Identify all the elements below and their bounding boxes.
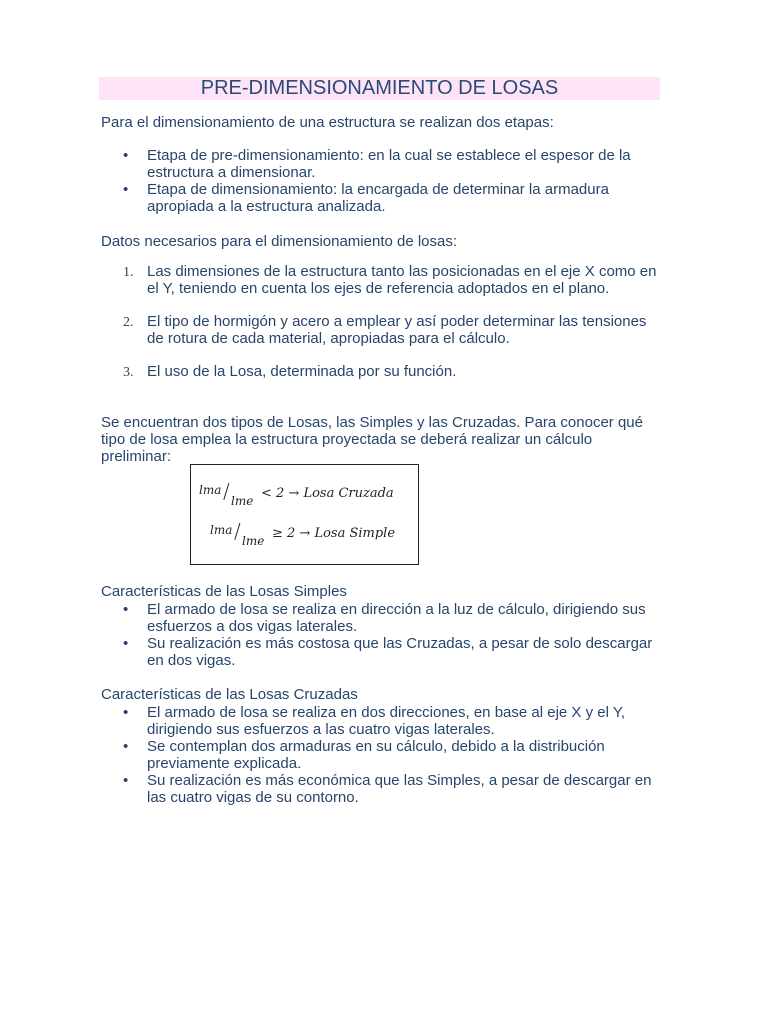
list-item-text: Su realización es más costosa que las Cruzadas, a pesar de solo descargar en dos vigas. [147,635,653,669]
etapas-list [101,147,661,215]
list-item-text: Las dimensiones de la estructura tanto las posicionadas en el eje X como en el Y, teniendo en cuenta los ejes de referencia adoptados en el plano. [147,263,657,297]
list-number: 1. [123,265,134,280]
intro-paragraph: Para el dimensionamiento de una estructura se realizan dos etapas: [101,114,554,131]
formula-numerator: lma [210,523,233,537]
bullet-icon: • [123,704,129,721]
list-item [101,601,661,635]
list-item-text: El uso de la Losa, determinada por su función. [147,363,457,380]
cruzadas-list [101,704,661,806]
cruzadas-heading: Características de las Losas Cruzadas [101,686,358,703]
list-item-text: Etapa de pre-dimensionamiento: en la cual se establece el espesor de la estructura a dimensionar. [147,147,631,181]
formula-denominator: lme [242,534,265,548]
list-item-text: Su realización es más económica que las Simples, a pesar de descargar en las cuatro vigas de su contorno. [147,772,652,806]
list-item [101,263,661,297]
bullet-icon: • [123,772,129,789]
simples-heading: Características de las Losas Simples [101,583,347,600]
bullet-icon: • [123,635,129,652]
list-number: 2. [123,315,134,330]
list-item-text: El tipo de hormigón y acero a emplear y así poder determinar las tensiones de rotura de cada material, apropiadas para el cálculo. [147,313,647,347]
formula-box [190,464,419,565]
bullet-icon: • [123,147,129,164]
list-item [101,704,661,738]
list-item-text: Etapa de dimensionamiento: la encargada de determinar la armadura apropiada a la estructura analizada. [147,181,609,215]
list-item [101,147,661,181]
simples-list [101,601,661,669]
formula-result: < 2 → Losa Cruzada [261,486,394,501]
list-item-text: Se contemplan dos armaduras en su cálculo, debido a la distribución previamente explicada. [147,738,605,772]
list-item [101,738,661,772]
datos-heading: Datos necesarios para el dimensionamiento de losas: [101,233,458,250]
page-title: PRE-DIMENSIONAMIENTO DE LOSAS [99,77,660,100]
formula-slash: / [223,479,230,503]
formula-denominator: lme [231,494,254,508]
datos-list [101,263,661,380]
list-item [101,181,661,215]
formula-numerator: lma [199,483,222,497]
bullet-icon: • [123,601,129,618]
list-item [101,363,661,380]
list-item [101,635,661,669]
tipos-paragraph: Se encuentran dos tipos de Losas, las Simples y las Cruzadas. Para conocer qué tipo de losa emplea la estructura proyectada se deberá realizar un cálculo preliminar: [101,414,643,465]
formula-slash: / [234,519,241,543]
list-item [101,313,661,347]
list-number: 3. [123,365,134,380]
bullet-icon: • [123,181,129,198]
list-item-text: El armado de losa se realiza en dos direcciones, en base al eje X y el Y, dirigiendo sus esfuerzos a las cuatro vigas laterales. [147,704,626,738]
formula-result: ≥ 2 → Losa Simple [272,526,396,541]
bullet-icon: • [123,738,129,755]
list-item [101,772,661,806]
list-item-text: El armado de losa se realiza en dirección a la luz de cálculo, dirigiendo sus esfuerzos a dos vigas laterales. [147,601,646,635]
